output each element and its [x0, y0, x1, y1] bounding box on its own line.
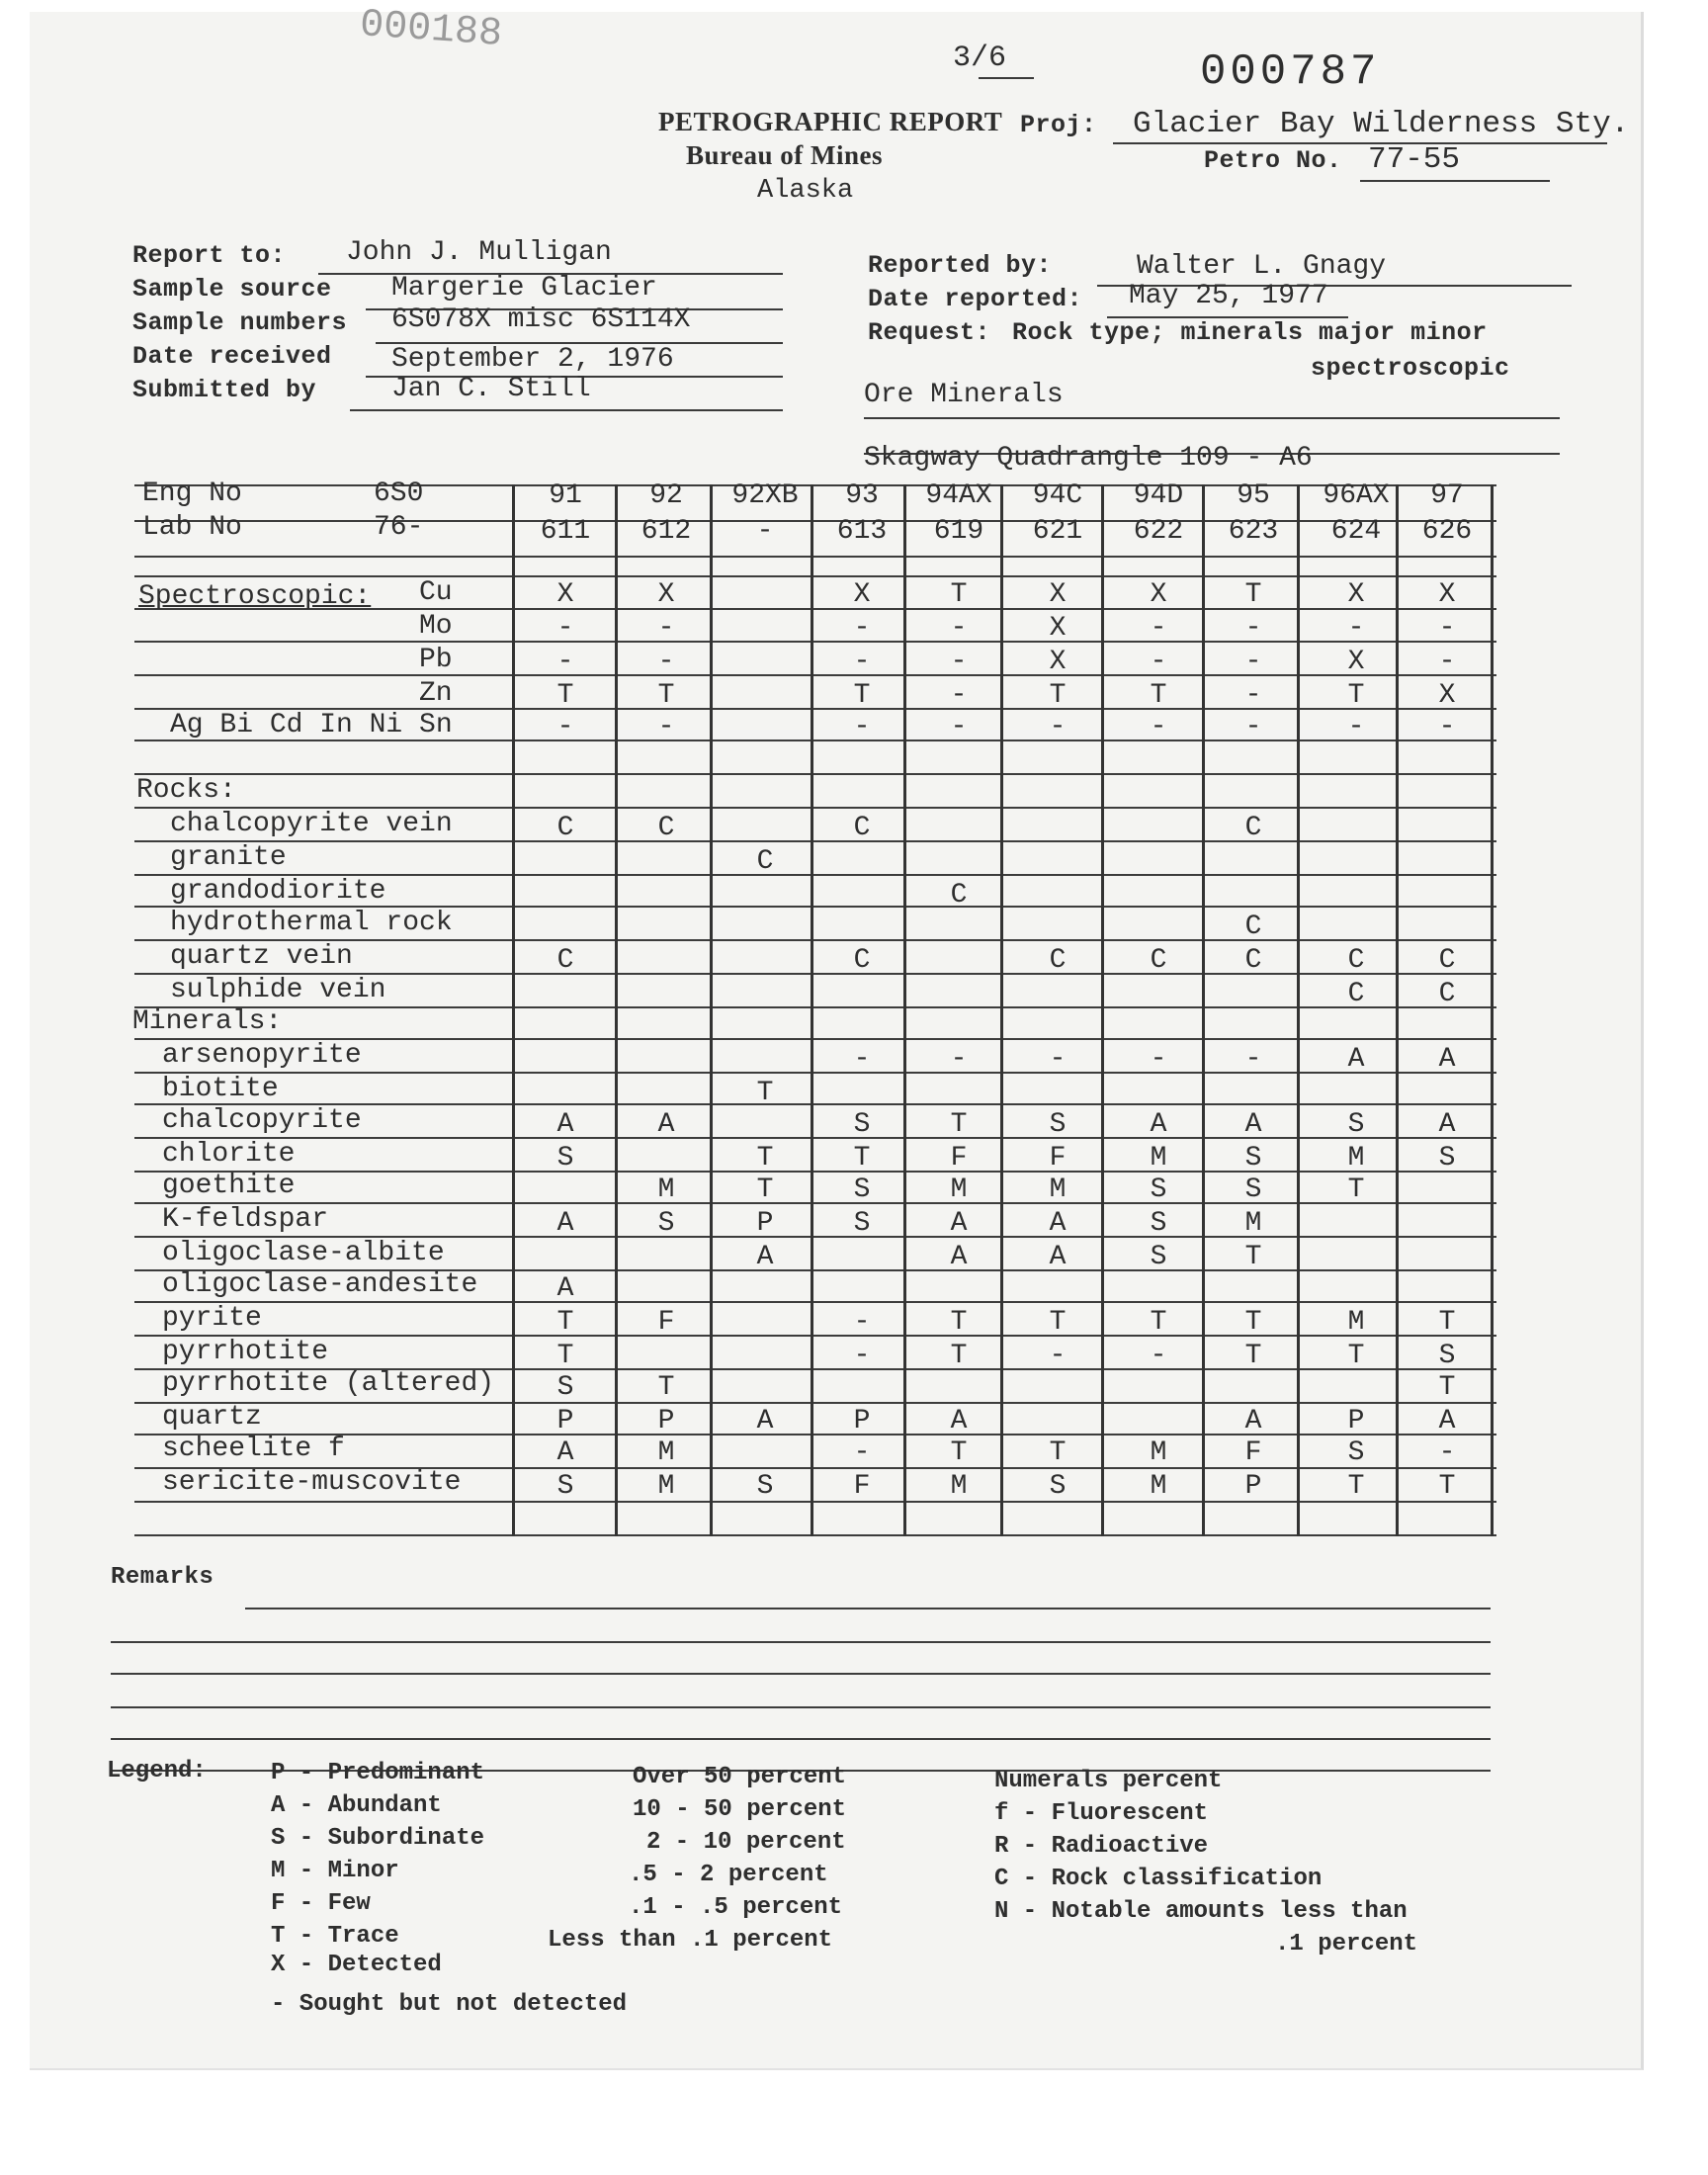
table-rule	[134, 674, 1496, 676]
spectro-cell-text: -	[556, 712, 574, 742]
lab-no-cell-text: 623	[1228, 516, 1279, 547]
mineral-cell-text: T	[1438, 1307, 1456, 1338]
spectro-cell-text: X	[1049, 613, 1067, 644]
table-rule	[134, 1006, 1496, 1008]
table-rule	[134, 575, 1496, 577]
rock-cell-text: C	[853, 945, 871, 976]
page-fraction: 3/6	[953, 42, 1007, 75]
spectro-cell-text: -	[853, 613, 871, 644]
report-to-label: Report to:	[132, 241, 287, 270]
report-title: PETROGRAPHIC REPORT	[658, 107, 1003, 136]
rock-cell-text: C	[1244, 813, 1262, 843]
spectro-cell-text: X	[1347, 579, 1365, 610]
agency-name: Bureau of Mines	[686, 140, 884, 170]
table-column-divider	[903, 484, 906, 1536]
eng-no-cell-text: 94D	[1133, 480, 1184, 511]
spectro-cell-text: -	[950, 712, 968, 742]
rock-name-label: chalcopyrite vein	[170, 809, 453, 839]
spectro-cell-text: -	[1049, 712, 1067, 742]
table-rule	[134, 840, 1496, 842]
mineral-cell-text: T	[1438, 1471, 1456, 1502]
rock-name-label: grandodiorite	[170, 876, 386, 907]
table-column-divider	[1491, 484, 1494, 1536]
legend-range: .5 - 2 percent	[629, 1862, 828, 1888]
mineral-cell-text: A	[556, 1109, 574, 1140]
mineral-cell-text: T	[1244, 1307, 1262, 1338]
lab-no-cell-text: 624	[1330, 516, 1382, 547]
mineral-cell-text: A	[556, 1273, 574, 1304]
mineral-cell-text: M	[1244, 1208, 1262, 1239]
table-rule	[134, 641, 1496, 643]
lab-no-label: Lab No	[142, 512, 242, 543]
request-label: Request:	[868, 318, 991, 347]
lab-no-cell-text: 611	[540, 516, 591, 547]
rock-cell-text: C	[1347, 945, 1365, 976]
table-column-divider	[1396, 484, 1399, 1536]
legend-item: M - Minor	[271, 1858, 399, 1884]
spectro-cell-text: -	[1244, 680, 1262, 711]
mineral-cell-text: M	[1150, 1471, 1167, 1502]
legend-label: Legend:	[107, 1758, 207, 1784]
spectro-cell-text: -	[1438, 647, 1456, 677]
legend-range: 2 - 10 percent	[646, 1829, 846, 1856]
spectro-element-label: Pb	[419, 645, 453, 675]
mineral-cell-text: F	[657, 1307, 675, 1338]
lab-no-cell-text: 619	[933, 516, 984, 547]
mineral-cell-text: A	[1244, 1406, 1262, 1436]
rock-cell-text: C	[1150, 945, 1167, 976]
spectro-element-label: Mo	[419, 611, 453, 642]
legend-note: f - Fluorescent	[994, 1800, 1209, 1827]
mineral-cell-text: S	[1150, 1208, 1167, 1239]
mineral-name-label: biotite	[162, 1074, 279, 1104]
spectro-cell-text: -	[1244, 712, 1262, 742]
legend-item: F - Few	[271, 1890, 371, 1917]
mineral-cell-text: A	[657, 1109, 675, 1140]
spectro-cell-text: -	[1438, 712, 1456, 742]
eng-no-label: Eng No	[142, 478, 242, 509]
mineral-cell-text: M	[1150, 1143, 1167, 1174]
request-value: Rock type; minerals major minor	[1012, 318, 1488, 347]
spectro-element-label: Cu	[419, 577, 453, 608]
mineral-cell-text: S	[1438, 1143, 1456, 1174]
rock-cell-text: C	[950, 880, 968, 911]
table-column-divider	[1297, 484, 1300, 1536]
mineral-cell-text: T	[657, 1372, 675, 1403]
rock-cell-text: C	[756, 846, 774, 877]
mineral-name-label: goethite	[162, 1171, 296, 1201]
mineral-cell-text: S	[853, 1109, 871, 1140]
rock-cell-text: C	[853, 813, 871, 843]
legend-range: Over 50 percent	[633, 1764, 847, 1790]
rock-cell-text: C	[556, 813, 574, 843]
rock-cell-text: C	[1438, 979, 1456, 1009]
rocks-label: Rocks:	[136, 775, 236, 806]
table-rule	[134, 1335, 1496, 1337]
eng-no-cell-text: 93	[845, 480, 879, 511]
mineral-cell-text: -	[1438, 1437, 1456, 1468]
table-rule	[134, 556, 1496, 558]
table-column-divider	[1101, 484, 1104, 1536]
sample-source-label: Sample source	[132, 275, 332, 304]
mineral-cell-text: S	[556, 1372, 574, 1403]
sample-source-value: Margerie Glacier	[391, 273, 657, 304]
mineral-cell-text: A	[1347, 1044, 1365, 1075]
mineral-cell-text: T	[950, 1307, 968, 1338]
spectro-element-label: Ag Bi Cd In Ni Sn	[170, 710, 453, 740]
table-rule	[134, 1402, 1496, 1404]
mineral-cell-text: T	[1049, 1437, 1067, 1468]
mineral-cell-text: T	[1049, 1307, 1067, 1338]
mineral-cell-text: S	[853, 1208, 871, 1239]
table-column-divider	[1000, 484, 1003, 1536]
mineral-cell-text: T	[1347, 1174, 1365, 1205]
spectro-cell-text: -	[950, 613, 968, 644]
mineral-cell-text: S	[1150, 1242, 1167, 1272]
spectro-cell-text: T	[556, 680, 574, 711]
mineral-cell-text: T	[756, 1143, 774, 1174]
table-rule	[134, 773, 1496, 775]
mineral-cell-text: A	[1150, 1109, 1167, 1140]
mineral-cell-text: M	[950, 1471, 968, 1502]
mineral-cell-text: P	[853, 1406, 871, 1436]
mineral-cell-text: A	[556, 1437, 574, 1468]
mineral-cell-text: F	[950, 1143, 968, 1174]
spectro-cell-text: -	[1244, 613, 1262, 644]
mineral-cell-text: S	[1438, 1341, 1456, 1371]
date-reported-value: May 25, 1977	[1129, 281, 1328, 311]
region-name: Alaska	[757, 176, 854, 206]
table-rule	[134, 1072, 1496, 1074]
lab-no-cell-text: 622	[1133, 516, 1184, 547]
spectro-cell-text: -	[1347, 712, 1365, 742]
mineral-cell-text: A	[556, 1208, 574, 1239]
mineral-cell-text: S	[556, 1471, 574, 1502]
mineral-cell-text: T	[1347, 1471, 1365, 1502]
table-rule	[134, 1534, 1496, 1536]
mineral-cell-text: S	[1150, 1174, 1167, 1205]
eng-no-cell-text: 94C	[1032, 480, 1083, 511]
legend-note: N - Notable amounts less than	[994, 1898, 1408, 1925]
petro-label: Petro No.	[1204, 146, 1342, 175]
mineral-cell-text: S	[853, 1174, 871, 1205]
mineral-cell-text: F	[1049, 1143, 1067, 1174]
petro-value: 77-55	[1368, 142, 1461, 177]
mineral-cell-text: -	[853, 1044, 871, 1075]
mineral-cell-text: A	[1049, 1208, 1067, 1239]
spectro-cell-text: X	[853, 579, 871, 610]
mineral-cell-text: P	[657, 1406, 675, 1436]
mineral-cell-text: S	[1347, 1437, 1365, 1468]
mineral-cell-text: T	[756, 1078, 774, 1108]
mineral-cell-text: A	[756, 1406, 774, 1436]
mineral-cell-text: A	[756, 1242, 774, 1272]
date-reported-label: Date reported:	[868, 285, 1083, 313]
mineral-name-label: scheelite f	[162, 1434, 345, 1464]
spectro-cell-text: -	[950, 647, 968, 677]
mineral-cell-text: M	[1347, 1307, 1365, 1338]
spectro-cell-text: X	[657, 579, 675, 610]
mineral-cell-text: -	[1049, 1044, 1067, 1075]
spectro-cell-text: X	[1438, 579, 1456, 610]
spectro-cell-text: -	[657, 712, 675, 742]
mineral-cell-text: F	[853, 1471, 871, 1502]
mineral-cell-text: P	[756, 1208, 774, 1239]
document-number: 000787	[1200, 47, 1381, 97]
rock-cell-text: C	[657, 813, 675, 843]
date-received-value: September 2, 1976	[391, 344, 674, 375]
mineral-cell-text: F	[1244, 1437, 1262, 1468]
spectro-cell-text: T	[1049, 680, 1067, 711]
eng-no-cell-text: 92	[649, 480, 683, 511]
mineral-cell-text: P	[556, 1406, 574, 1436]
mineral-cell-text: -	[853, 1437, 871, 1468]
mineral-cell-text: S	[1049, 1109, 1067, 1140]
legend-range: 10 - 50 percent	[633, 1796, 847, 1823]
mineral-cell-text: T	[950, 1437, 968, 1468]
mineral-cell-text: S	[657, 1208, 675, 1239]
legend-range: Less than .1 percent	[548, 1927, 833, 1954]
mineral-cell-text: -	[1244, 1044, 1262, 1075]
rock-cell-text: C	[1438, 945, 1456, 976]
eng-no-prefix: 6S0	[374, 478, 424, 509]
mineral-name-label: K-feldspar	[162, 1204, 329, 1235]
mineral-name-label: pyrrhotite	[162, 1337, 329, 1367]
spectro-cell-text: -	[657, 647, 675, 677]
mineral-cell-text: T	[556, 1307, 574, 1338]
mineral-cell-text: S	[556, 1143, 574, 1174]
minerals-label: Minerals:	[132, 1006, 283, 1037]
mineral-cell-text: P	[1347, 1406, 1365, 1436]
table-rule	[134, 520, 1496, 522]
mineral-cell-text: A	[1438, 1044, 1456, 1075]
spectro-cell-text: -	[1150, 647, 1167, 677]
eng-no-cell-text: 96AX	[1323, 480, 1390, 511]
mineral-cell-text: M	[657, 1437, 675, 1468]
table-column-divider	[811, 484, 813, 1536]
legend-item: P - Predominant	[271, 1760, 485, 1786]
eng-no-cell-text: 91	[549, 480, 582, 511]
spectro-cell-text: -	[1347, 613, 1365, 644]
eng-no-cell-text: 97	[1430, 480, 1464, 511]
legend-item: - Sought but not detected	[271, 1991, 628, 2018]
table-rule	[134, 484, 1496, 486]
mineral-cell-text: T	[1244, 1242, 1262, 1272]
proj-value: Glacier Bay Wilderness Sty.	[1133, 107, 1630, 141]
mineral-cell-text: A	[1438, 1406, 1456, 1436]
table-rule	[134, 1202, 1496, 1204]
spectroscopic-label: Spectroscopic:	[138, 581, 372, 612]
mineral-cell-text: A	[950, 1406, 968, 1436]
spectro-cell-text: -	[1244, 647, 1262, 677]
mineral-cell-text: A	[1244, 1109, 1262, 1140]
mineral-name-label: oligoclase-albite	[162, 1238, 445, 1268]
spectro-cell-text: T	[950, 579, 968, 610]
spectro-cell-text: T	[1244, 579, 1262, 610]
spectro-cell-text: T	[1347, 680, 1365, 711]
eng-no-cell-text: 92XB	[731, 480, 799, 511]
mineral-name-label: chlorite	[162, 1139, 296, 1170]
spectro-cell-text: -	[556, 647, 574, 677]
legend-range: .1 - .5 percent	[629, 1894, 843, 1921]
submitted-by-value: Jan C. Still	[391, 374, 591, 404]
lab-no-cell-text: 626	[1421, 516, 1473, 547]
table-column-divider	[1202, 484, 1205, 1536]
mineral-name-label: sericite-muscovite	[162, 1467, 462, 1498]
mineral-cell-text: S	[1347, 1109, 1365, 1140]
lab-no-cell-text: 621	[1032, 516, 1083, 547]
spectro-cell-text: -	[657, 613, 675, 644]
mineral-cell-text: -	[950, 1044, 968, 1075]
mineral-name-label: oligoclase-andesite	[162, 1269, 478, 1300]
reported-by-label: Reported by:	[868, 251, 1053, 280]
mineral-name-label: quartz	[162, 1402, 262, 1433]
legend-item: A - Abundant	[271, 1792, 442, 1819]
lab-no-prefix: 76-	[374, 512, 424, 543]
sample-numbers-value: 6S078X misc 6S114X	[391, 304, 691, 335]
lab-no-cell-text: 613	[836, 516, 888, 547]
mineral-name-label: chalcopyrite	[162, 1105, 362, 1136]
spectro-cell-text: X	[1347, 647, 1365, 677]
rock-cell-text: C	[1049, 945, 1067, 976]
spectro-cell-text: X	[1049, 647, 1067, 677]
spectro-cell-text: T	[657, 680, 675, 711]
rock-cell-text: C	[556, 945, 574, 976]
rock-cell-text: C	[1347, 979, 1365, 1009]
mineral-cell-text: M	[950, 1174, 968, 1205]
table-rule	[134, 1137, 1496, 1139]
request-value-2: spectroscopic	[1311, 354, 1510, 383]
rock-cell-text: C	[1244, 912, 1262, 942]
mineral-cell-text: A	[950, 1208, 968, 1239]
mineral-cell-text: T	[853, 1143, 871, 1174]
legend-item: T - Trace	[271, 1923, 399, 1950]
legend-note: C - Rock classification	[994, 1866, 1323, 1892]
mineral-cell-text: M	[1049, 1174, 1067, 1205]
proj-label: Proj:	[1020, 111, 1097, 139]
table-rule	[134, 1501, 1496, 1503]
mineral-cell-text: T	[756, 1174, 774, 1205]
mineral-cell-text: T	[950, 1109, 968, 1140]
mineral-cell-text: M	[657, 1471, 675, 1502]
eng-no-cell-text: 94AX	[925, 480, 992, 511]
mineral-cell-text: T	[1244, 1341, 1262, 1371]
mineral-name-label: pyrrhotite (altered)	[162, 1368, 495, 1399]
mineral-cell-text: T	[1150, 1307, 1167, 1338]
legend-item: X - Detected	[271, 1952, 442, 1978]
mineral-cell-text: -	[853, 1307, 871, 1338]
mineral-cell-text: A	[1049, 1242, 1067, 1272]
mineral-cell-text: T	[950, 1341, 968, 1371]
spectro-cell-text: -	[950, 680, 968, 711]
mineral-cell-text: T	[556, 1341, 574, 1371]
mineral-name-label: pyrite	[162, 1303, 262, 1334]
ore-minerals: Ore Minerals	[864, 380, 1064, 410]
spectro-cell-text: T	[1150, 680, 1167, 711]
mineral-cell-text: A	[950, 1242, 968, 1272]
date-received-label: Date received	[132, 342, 332, 371]
rock-name-label: hydrothermal rock	[170, 908, 453, 938]
legend-note: Numerals percent	[994, 1768, 1223, 1794]
spectro-cell-text: -	[853, 647, 871, 677]
table-column-divider	[615, 484, 618, 1536]
rock-name-label: sulphide vein	[170, 975, 386, 1005]
mineral-cell-text: M	[1347, 1143, 1365, 1174]
rock-name-label: granite	[170, 842, 287, 873]
mineral-cell-text: S	[756, 1471, 774, 1502]
rock-name-label: quartz vein	[170, 941, 353, 972]
table-column-divider	[710, 484, 713, 1536]
mineral-name-label: arsenopyrite	[162, 1040, 362, 1071]
spectro-cell-text: X	[1049, 579, 1067, 610]
eng-no-cell-text: 95	[1237, 480, 1270, 511]
sample-numbers-label: Sample numbers	[132, 308, 348, 337]
report-to-value: John J. Mulligan	[346, 237, 612, 268]
remarks-label: Remarks	[111, 1564, 214, 1591]
mineral-cell-text: A	[1438, 1109, 1456, 1140]
spectro-cell-text: X	[1438, 680, 1456, 711]
spectro-cell-text: T	[853, 680, 871, 711]
spectro-element-label: Zn	[419, 678, 453, 709]
rock-cell-text: C	[1244, 945, 1262, 976]
mineral-cell-text: T	[1347, 1341, 1365, 1371]
spectro-cell-text: -	[853, 712, 871, 742]
mineral-cell-text: T	[1438, 1372, 1456, 1403]
table-column-divider	[512, 484, 515, 1536]
legend-note: R - Radioactive	[994, 1833, 1209, 1860]
submitted-by-label: Submitted by	[132, 376, 317, 404]
mineral-cell-text: -	[1150, 1044, 1167, 1075]
legend-item: S - Subordinate	[271, 1825, 485, 1852]
spectro-cell-text: -	[1150, 613, 1167, 644]
top-left-page-id: 000188	[358, 3, 504, 57]
reported-by-value: Walter L. Gnagy	[1137, 251, 1387, 282]
spectro-cell-text: -	[1150, 712, 1167, 742]
quadrangle: Skagway Quadrangle 109 - A6	[864, 443, 1313, 474]
spectro-cell-text: -	[556, 613, 574, 644]
mineral-cell-text: -	[853, 1341, 871, 1371]
mineral-cell-text: -	[1049, 1341, 1067, 1371]
mineral-cell-text: S	[1244, 1143, 1262, 1174]
mineral-cell-text: -	[1150, 1341, 1167, 1371]
spectro-cell-text: -	[1438, 613, 1456, 644]
mineral-cell-text: S	[1244, 1174, 1262, 1205]
table-rule	[134, 1301, 1496, 1303]
spectro-cell-text: X	[556, 579, 574, 610]
lab-no-cell-text: 612	[640, 516, 692, 547]
lab-no-cell-text: -	[756, 516, 774, 547]
table-rule	[134, 1171, 1496, 1173]
mineral-cell-text: M	[1150, 1437, 1167, 1468]
mineral-cell-text: M	[657, 1174, 675, 1205]
spectro-cell-text: X	[1150, 579, 1167, 610]
mineral-cell-text: S	[1049, 1471, 1067, 1502]
mineral-cell-text: P	[1244, 1471, 1262, 1502]
legend-note: .1 percent	[1275, 1931, 1418, 1958]
